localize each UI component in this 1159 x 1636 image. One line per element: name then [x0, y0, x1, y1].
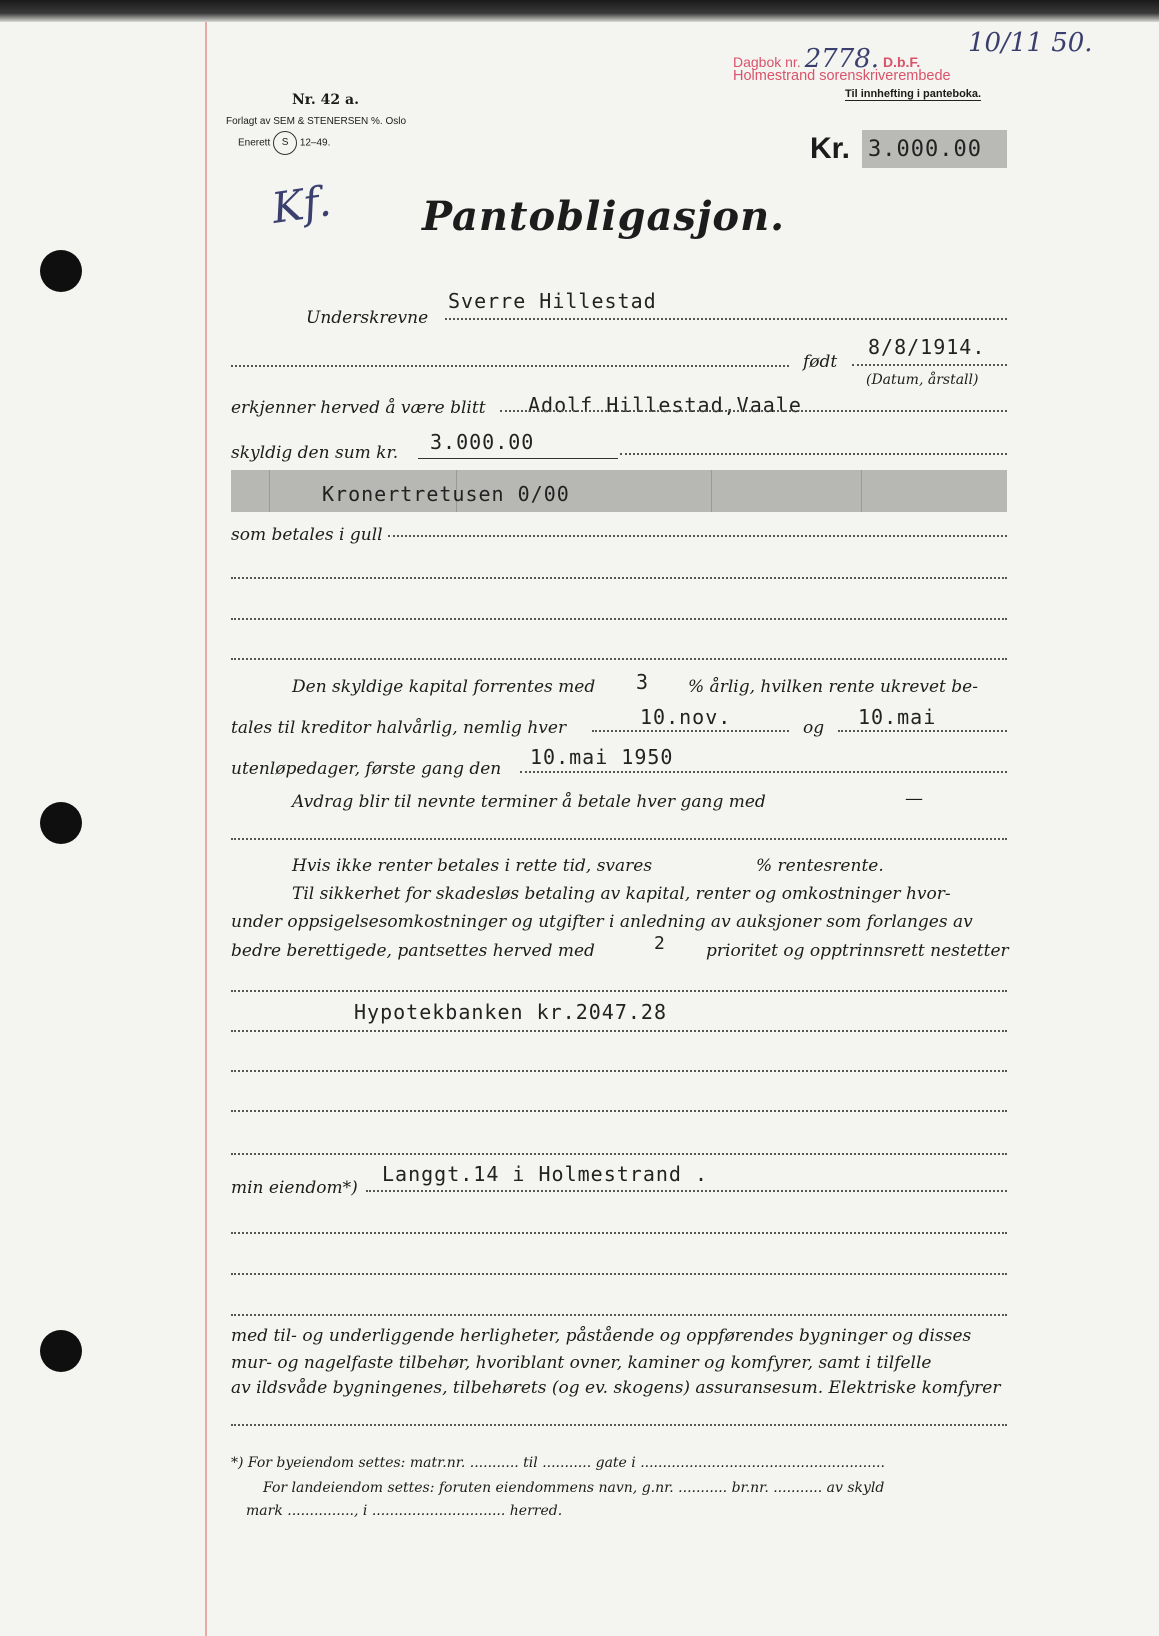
- gull-label: som betales i gull: [231, 525, 383, 545]
- og-label: og: [803, 718, 825, 738]
- blank-line-1: [231, 577, 1007, 579]
- property-line-3: [231, 1273, 1007, 1275]
- box-rule: [269, 470, 270, 512]
- margin-rule: [205, 22, 207, 1636]
- property-line-2: [231, 1232, 1007, 1234]
- dagbok-number: 2778.: [804, 44, 880, 74]
- interest-text-2a: tales til kreditor halvårlig, nemlig hver: [231, 718, 567, 738]
- punch-hole-middle: [40, 802, 82, 844]
- fodt-label: født: [803, 352, 838, 372]
- property-label: min eiendom*): [231, 1178, 358, 1198]
- amount-value: 3.000.00: [868, 137, 982, 162]
- property-value: Langgt.14 i Holmestrand .: [382, 1162, 709, 1186]
- underskrevne-label: Underskrevne: [306, 308, 429, 328]
- punch-hole-top: [40, 250, 82, 292]
- avdrag-line: [231, 838, 1007, 840]
- rentesrente-text-b: % rentesrente.: [756, 856, 884, 876]
- avdrag-text: Avdrag blir til nevnte terminer å betale hver gang med: [292, 792, 766, 812]
- skyldig-value: 3.000.00: [430, 430, 535, 454]
- box-rule: [711, 470, 712, 512]
- footnote-line-3: mark ..............., i .............................. herred.: [246, 1503, 563, 1519]
- enerett-label: Enerett: [238, 137, 271, 149]
- term-date-2-line: [838, 730, 1007, 732]
- rentesrente-text-a: Hvis ikke renter betales i rette tid, svares: [292, 856, 653, 876]
- skyldig-underline: [418, 458, 618, 459]
- interest-text-3a: utenløpedager, første gang den: [231, 759, 502, 779]
- closing-text-3: av ildsvåde bygningenes, tilbehørets (og ev. skogens) assuransesum. Elektriske komfyrer: [231, 1378, 1001, 1398]
- form-number: Nr. 42 a.: [292, 92, 359, 108]
- closing-text-1: med til- og underliggende herligheter, påstående og oppførendes bygninger og disses: [231, 1326, 972, 1346]
- dagbok-label: Dagbok nr.: [733, 54, 801, 70]
- property-line-4: [231, 1314, 1007, 1316]
- interest-rate: 3: [636, 670, 650, 694]
- term-date-1: 10.nov.: [640, 705, 732, 729]
- term-date-2: 10.mai: [858, 705, 937, 729]
- blank-line-2: [231, 618, 1007, 620]
- office-name: Holmestrand sorenskriverembede: [733, 68, 951, 84]
- prior-line-0: [231, 990, 1007, 992]
- handwritten-date: 10/11 50.: [968, 28, 1093, 58]
- skyldig-label: skyldig den sum kr.: [231, 443, 399, 463]
- publisher-line-2: [238, 131, 330, 155]
- interest-text-1a: Den skyldige kapital forrentes med: [292, 677, 596, 697]
- prior-lien-value: Hypotekbanken kr.2047.28: [354, 1000, 667, 1024]
- creditor-value: Adolf Hillestad,Vaale: [528, 393, 802, 417]
- footnote-line-2: For landeiendom settes: foruten eiendommens navn, g.nr. ........... br.nr. ........... av skyld: [263, 1480, 885, 1496]
- prior-line-2: [231, 1070, 1007, 1072]
- kr-label: Kr.: [810, 132, 851, 165]
- dbf-label: D.b.F.: [882, 54, 921, 70]
- security-text-3b: prioritet og opptrinnsrett nestetter: [706, 941, 1009, 961]
- footnote-line-1: *) For byeiendom settes: matr.nr. ........... til ........... gate i .......................................................: [231, 1455, 885, 1471]
- handwritten-initials: Kf.: [268, 176, 334, 233]
- fodt-value: 8/8/1914.: [868, 335, 986, 359]
- punch-hole-bottom: [40, 1330, 82, 1372]
- security-text-3a: bedre berettigede, pantsettes herved med: [231, 941, 595, 961]
- closing-line: [231, 1424, 1007, 1426]
- fodt-line: [852, 364, 1007, 366]
- binding-note: Til innhefting i panteboka.: [845, 88, 982, 100]
- prior-line-4: [231, 1153, 1007, 1155]
- creditor-line: [500, 410, 1007, 412]
- prior-line-3: [231, 1110, 1007, 1112]
- priority-value: 2: [654, 933, 666, 954]
- scan-top-edge: [0, 0, 1159, 22]
- gull-line: [388, 535, 1007, 537]
- closing-text-2: mur- og nagelfaste tilbehør, hvoriblant ovner, kaminer og komfyrer, samt i tilfelle: [231, 1353, 932, 1373]
- first-payment-date: 10.mai 1950: [530, 745, 674, 769]
- security-text-2: under oppsigelsesomkostninger og utgifter i anledning av auksjoner som forlanges av: [231, 912, 973, 932]
- first-payment-line: [520, 771, 1007, 773]
- publisher-seal: S: [273, 131, 297, 155]
- amount-in-words: Kronertretusen 0/00: [322, 482, 570, 506]
- avdrag-value: —: [905, 788, 923, 809]
- property-line: [366, 1190, 1007, 1192]
- box-rule: [861, 470, 862, 512]
- edition-label: 12–49.: [299, 137, 331, 149]
- datum-label: (Datum, årstall): [866, 372, 979, 388]
- security-text-1: Til sikkerhet for skadesløs betaling av kapital, renter og omkostninger hvor-: [292, 884, 951, 904]
- name-line-2: [231, 365, 789, 367]
- interest-text-1b: % årlig, hvilken rente ukrevet be-: [688, 677, 978, 697]
- erkjenner-label: erkjenner herved å være blitt: [231, 398, 486, 418]
- blank-line-3: [231, 658, 1007, 660]
- underskrevne-value: Sverre Hillestad: [448, 289, 657, 313]
- underskrevne-line: [445, 318, 1007, 320]
- publisher-line: Forlagt av SEM & STENERSEN %. Oslo: [226, 116, 407, 127]
- skyldig-line: [620, 453, 1007, 455]
- prior-line-1: [231, 1030, 1007, 1032]
- document-title: Pantobligasjon.: [422, 193, 786, 240]
- term-date-1-line: [592, 730, 789, 732]
